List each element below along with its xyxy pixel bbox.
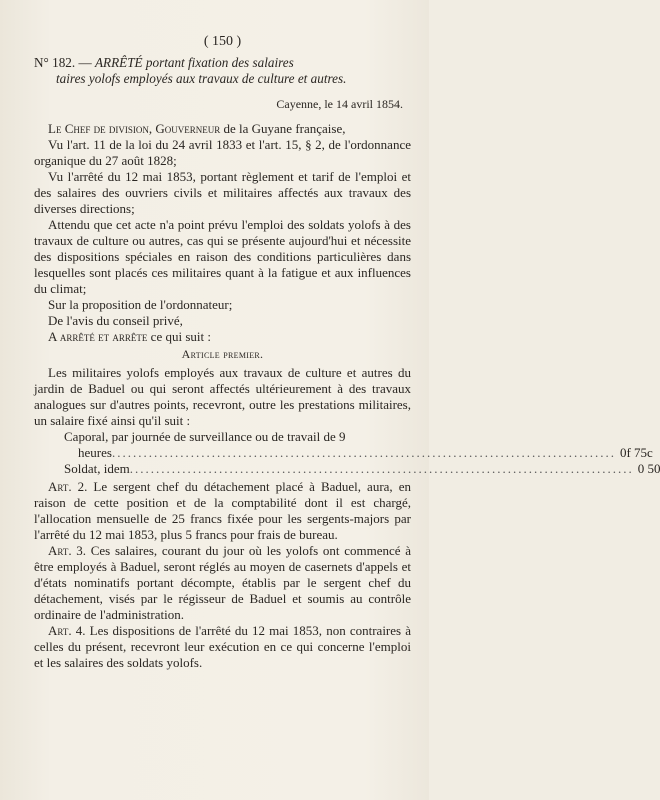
- author-line: [34, 121, 411, 137]
- tariff-row-soldat: [64, 461, 660, 477]
- tariff-row-caporal-cont: [64, 445, 653, 461]
- decree-heading: [34, 55, 411, 71]
- decree-title-continued: taires yolofs employés aux travaux de culture et autres.: [56, 71, 347, 86]
- leader-dots: ................................................................................................: [111, 445, 616, 460]
- article-3-text: Ces salaires, courant du jour où les yolofs ont commencé à être employés à Baduel, seront réglés au moyen de casernets d'appels et d'états nominatifs portant décompte, établis par le sergent chef du détachement, visés par le régisseur de Baduel et soumis au contrôle ordinaire de l'administration.: [34, 543, 411, 622]
- decree-number: N° 182. —: [34, 55, 92, 70]
- leader-dots: ................................................................................................: [129, 461, 634, 476]
- article-2-label: Art. 2.: [48, 479, 88, 494]
- arrete-rest: ce qui suit :: [147, 329, 211, 344]
- caporal-value: 0f 75c: [619, 445, 653, 460]
- preamble-vu-arrete: Vu l'arrêté du 12 mai 1853, portant règlement et tarif de l'emploi et des salaires des ouvriers civils et militaires affectés aux travaux des diverses directions;: [34, 169, 411, 216]
- article-4-text: Les dispositions de l'arrêté du 12 mai 1853, non contraires à celles du présent, recevront leur exécution en ce qui concerne l'emploi et les salaires des soldats yolofs.: [34, 623, 411, 670]
- soldat-value: 0 50: [637, 461, 660, 476]
- salary-table: [64, 429, 660, 477]
- preamble-proposition: Sur la proposition de l'ordonnateur;: [48, 297, 233, 312]
- decree-title: ARRÊTÉ portant fixation des salaires: [94, 55, 294, 70]
- article-3: [34, 543, 411, 623]
- article-1-text: Les militaires yolofs employés aux travaux de culture et autres du jardin de Baduel ou qui seront affectés ultérieurement à des travaux analogues sur d'autres points, recevront, outre les prestations militaires, un salaire fixé ainsi qu'il suit :: [34, 365, 411, 428]
- article-4: [34, 623, 411, 671]
- caporal-label: Caporal, par journée de surveillance ou de travail de 9: [64, 429, 346, 444]
- article-3-label: Art. 3.: [48, 543, 87, 558]
- article-4-label: Art. 4.: [48, 623, 86, 638]
- tariff-row-caporal: [64, 429, 411, 445]
- soldat-label: Soldat, idem: [64, 461, 130, 476]
- article-2-text: Le sergent chef du détachement placé à Baduel, aura, en raison de cette position et de la comptabilité dont il est chargé, l'allocation mensuelle de 25 francs fixée pour les sergents-majors par l'arrêté du 12 mai 1853, plus 5 francs pour frais de bureau.: [34, 479, 411, 542]
- article-1-title: Article premier.: [181, 347, 264, 361]
- preamble-attendu: Attendu que cet acte n'a point prévu l'emploi des soldats yolofs à des travaux de culture ou autres, cas qui se présente aujourd'hui et nécessite des dispositions spéciales en raison des conditions particulières dans lesquelles sont placés ces militaires quant à la fatigue et aux influences du climat;: [34, 217, 411, 296]
- dateline: Cayenne, le 14 avril 1854.: [276, 97, 403, 111]
- preamble-avis: De l'avis du conseil privé,: [48, 313, 183, 328]
- article-2: [34, 479, 411, 543]
- caporal-label-cont: heures: [78, 445, 112, 460]
- page-number: ( 150 ): [203, 34, 242, 49]
- preamble-vu-loi: Vu l'art. 11 de la loi du 24 avril 1833 et l'art. 15, § 2, de l'ordonnance organique du 27 août 1828;: [34, 137, 411, 168]
- author-rest: de la Guyane française,: [220, 121, 346, 136]
- author-title: Le Chef de division, Gouverneur: [48, 121, 221, 136]
- arrete-formula: A arrêté et arrête: [48, 329, 148, 344]
- preamble-arrete: [34, 329, 411, 345]
